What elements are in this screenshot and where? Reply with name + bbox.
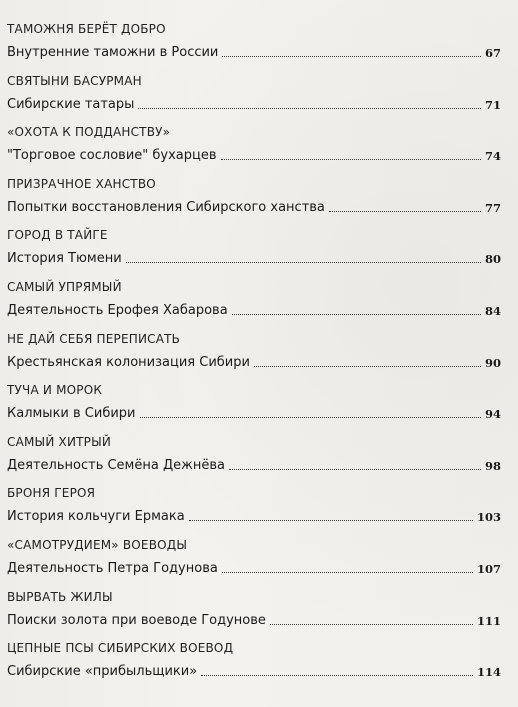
toc-entry: [7, 435, 501, 487]
toc-entry-line: [7, 299, 501, 319]
dot-leader: [140, 416, 481, 418]
toc-entry: [7, 332, 501, 384]
toc-entry-heading: ВЫРВАТЬ ЖИЛЫ: [7, 589, 113, 604]
toc-entry-line: [7, 93, 501, 113]
toc-entry-subtitle: Сибирские «прибыльщики»: [7, 664, 198, 680]
toc-entry-line: [7, 557, 501, 577]
dot-leader: [329, 210, 481, 212]
toc-entry-heading: НЕ ДАЙ СЕБЯ ПЕРЕПИСАТЬ: [7, 331, 181, 346]
toc-entry: [7, 641, 501, 693]
toc-entry-subtitle: Попытки восстановления Сибирского ханства: [7, 199, 325, 215]
toc-entry: [7, 125, 501, 177]
dot-leader: [229, 468, 481, 470]
toc-entry: [7, 228, 501, 280]
toc-entry-heading: САМЫЙ ХИТРЫЙ: [7, 434, 112, 449]
toc-entry-subtitle: Деятельность Петра Годунова: [7, 560, 218, 576]
toc-entry-page-number: 80: [484, 252, 501, 267]
toc-entry-line: [7, 41, 501, 61]
toc-entry-subtitle: Крестьянская колонизация Сибири: [7, 354, 250, 370]
toc-entry-page-number: 84: [484, 303, 501, 318]
dot-leader: [126, 261, 481, 263]
toc-entry-page-number: 111: [476, 613, 501, 628]
toc-entry-line: [7, 454, 501, 474]
dot-leader: [201, 674, 473, 676]
toc-entry-page-number: 103: [476, 510, 501, 525]
toc-entry-subtitle: История кольчуги Ермака: [7, 509, 185, 525]
dot-leader: [232, 313, 481, 315]
table-of-contents: [7, 22, 501, 693]
toc-entry-line: [7, 505, 501, 525]
toc-entry-page-number: 71: [484, 97, 501, 112]
toc-entry: [7, 280, 501, 332]
toc-entry-heading: ПРИЗРАЧНОЕ ХАНСТВО: [7, 176, 156, 191]
toc-entry-subtitle: Поиски золота при воеводе Годунове: [7, 612, 266, 628]
toc-entry-heading: ТАМОЖНЯ БЕРЁТ ДОБРО: [7, 22, 166, 36]
dot-leader: [189, 519, 473, 521]
toc-entry: [7, 590, 501, 642]
toc-entry-line: [7, 609, 501, 629]
toc-entry-page-number: 90: [484, 355, 501, 370]
toc-entry: [7, 177, 501, 229]
toc-entry-heading: ЦЕПНЫЕ ПСЫ СИБИРСКИХ ВОЕВОД: [7, 641, 234, 656]
toc-entry-heading: ГОРОД В ТАЙГЕ: [7, 228, 108, 243]
toc-entry-page-number: 77: [484, 200, 501, 215]
toc-entry-page-number: 94: [484, 407, 501, 422]
dot-leader: [254, 365, 481, 367]
toc-entry: [7, 486, 501, 538]
toc-entry-page-number: 67: [484, 46, 501, 60]
dot-leader: [221, 158, 481, 160]
toc-entry-line: [7, 247, 501, 267]
toc-entry-line: [7, 402, 501, 422]
dot-leader: [138, 107, 481, 109]
toc-entry-subtitle: "Торговое сословие" бухарцев: [7, 148, 217, 164]
toc-entry-subtitle: Калмыки в Сибири: [7, 406, 136, 422]
toc-entry-line: [7, 660, 501, 680]
toc-entry-page-number: 74: [484, 149, 501, 164]
toc-entry-heading: БРОНЯ ГЕРОЯ: [7, 486, 96, 501]
toc-entry-line: [7, 196, 501, 216]
toc-entry: [7, 538, 501, 590]
dot-leader: [270, 623, 473, 625]
toc-entry-line: [7, 144, 501, 164]
toc-entry-subtitle: Деятельность Ерофея Хабарова: [7, 302, 228, 318]
toc-entry-heading: «ОХОТА К ПОДДАНСТВУ»: [7, 125, 171, 140]
toc-entry-heading: САМЫЙ УПРЯМЫЙ: [7, 279, 122, 294]
toc-entry-page-number: 107: [476, 561, 501, 576]
toc-entry-subtitle: Деятельность Семёна Дежнёва: [7, 457, 225, 473]
toc-entry-subtitle: История Тюмени: [7, 251, 122, 267]
toc-entry-page-number: 98: [484, 458, 501, 473]
dot-leader: [222, 55, 481, 57]
dot-leader: [222, 571, 473, 573]
toc-entry-heading: СВЯТЫНИ БАСУРМАН: [7, 73, 142, 88]
toc-entry: [7, 22, 501, 74]
toc-entry: [7, 383, 501, 435]
toc-entry-line: [7, 351, 501, 371]
toc-entry: [7, 74, 501, 126]
toc-entry-heading: «САМОТРУДИЕМ» ВОЕВОДЫ: [7, 537, 188, 552]
toc-entry-subtitle: Внутренние таможни в России: [7, 45, 219, 60]
toc-entry-subtitle: Сибирские татары: [7, 96, 135, 112]
toc-entry-page-number: 114: [476, 665, 501, 680]
toc-entry-heading: ТУЧА И МОРОК: [7, 383, 103, 398]
